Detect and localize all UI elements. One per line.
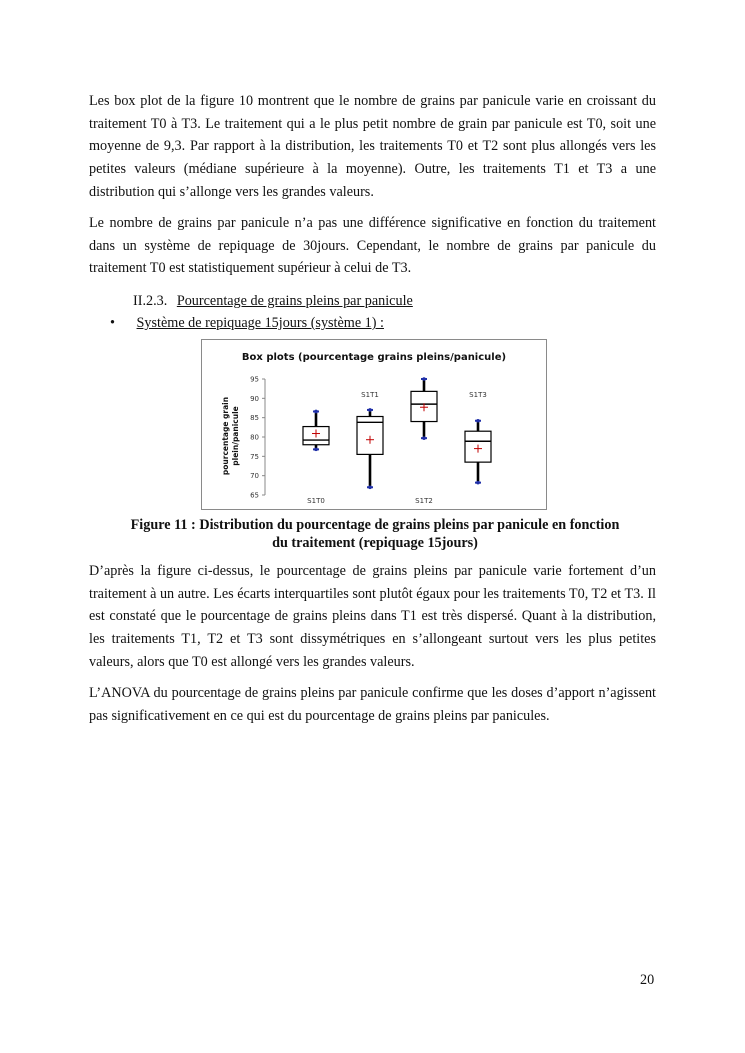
figure-caption (100, 517, 650, 552)
max-marker-dot (422, 377, 426, 381)
figure-caption-line1: Figure 11 : Distribution du pourcentage de grains pleins par panicule en fonction (130, 517, 620, 533)
category-label: S1T2 (415, 497, 433, 505)
min-marker-dot (368, 485, 372, 489)
y-axis (250, 376, 265, 500)
page-number: 20 (640, 972, 655, 988)
max-marker-dot (368, 408, 372, 412)
boxplot-svg (202, 340, 546, 509)
min-marker-dot (422, 436, 426, 440)
section-title: Pourcentage de grains pleins par panicule (176, 293, 413, 309)
y-tick-label: 65 (250, 491, 259, 500)
min-marker-dot (476, 481, 480, 485)
box-series (303, 377, 491, 505)
paragraph-grains-boxplot-summary: Les box plot de la figure 10 montrent que le nombre de grains par panicule varie en croissant du traitement T0 à T3. Le traitement qui a le plus petit nombre de grain par panicule est T0, soit une moyenne de 9,3. Par rapport à la distribution, les traitements T0 et T2 sont plus allongés vers les petites valeurs (médiane supérieure à la moyenne). Outre, les traitements T1 et T3 a une distribution qui s’allonge vers les grandes valeurs. (89, 93, 656, 200)
box-s1t0 (303, 410, 329, 505)
box-s1t3 (465, 391, 491, 484)
category-label: S1T0 (307, 497, 325, 505)
boxplot-chart (201, 339, 547, 510)
y-tick-label: 95 (250, 375, 259, 384)
box-s1t1 (357, 391, 383, 489)
y-tick-label: 90 (250, 394, 259, 403)
paragraph-anova-conclusion: L’ANOVA du pourcentage de grains pleins par panicule confirme que les doses d’apport n’agissent pas significativement en ce qui est du pourcentage de grains pleins par panicules. (89, 685, 656, 724)
chart-title: Box plots (pourcentage grains pleins/panicule) (241, 352, 507, 363)
y-tick-label: 75 (250, 452, 259, 461)
y-tick-label: 85 (250, 414, 259, 423)
bullet-text: Système de repiquage 15jours (système 1) : (136, 315, 384, 331)
box-s1t2 (411, 377, 437, 505)
max-marker-dot (314, 410, 318, 414)
category-label: S1T3 (469, 391, 487, 399)
figure-caption-line2: du traitement (repiquage 15jours) (272, 534, 478, 551)
category-label: S1T1 (361, 391, 379, 399)
paragraph-grains-significance: Le nombre de grains par panicule n’a pas une différence significative en fonction du traitement dans un système de repiquage de 30jours. Cependant, le nombre de grains par panicule du traitement T0 est statistiquement supérieur à celui de T3. (89, 215, 656, 277)
max-marker-dot (476, 419, 480, 423)
min-marker-dot (314, 448, 318, 452)
bullet-icon: • (110, 315, 115, 331)
paragraph-figure-interpretation: D’après la figure ci-dessus, le pourcentage de grains pleins par panicule varie fortement d’un traitement à un autre. Les écarts interquartiles sont plutôt égaux pour les traitements T0, T2 et T3. Il est constaté que le pourcentage de grains pleins dans T1 est très dispersé. Quant à la distribution, les traitements T1, T2 et T3 sont dissymétriques en s’allongeant surtout vers les plus petites valeurs, alors que T0 est allongé vers les grandes valeurs. (89, 563, 656, 670)
section-heading (133, 291, 413, 311)
y-tick-label: 80 (250, 433, 259, 442)
y-tick-label: 70 (250, 472, 259, 481)
bullet-item (110, 313, 384, 333)
y-axis-label-line2: plein/panicule (231, 406, 240, 466)
section-number: II.2.3. (133, 293, 168, 309)
y-axis-label-line1: pourcentage grain (221, 396, 230, 476)
